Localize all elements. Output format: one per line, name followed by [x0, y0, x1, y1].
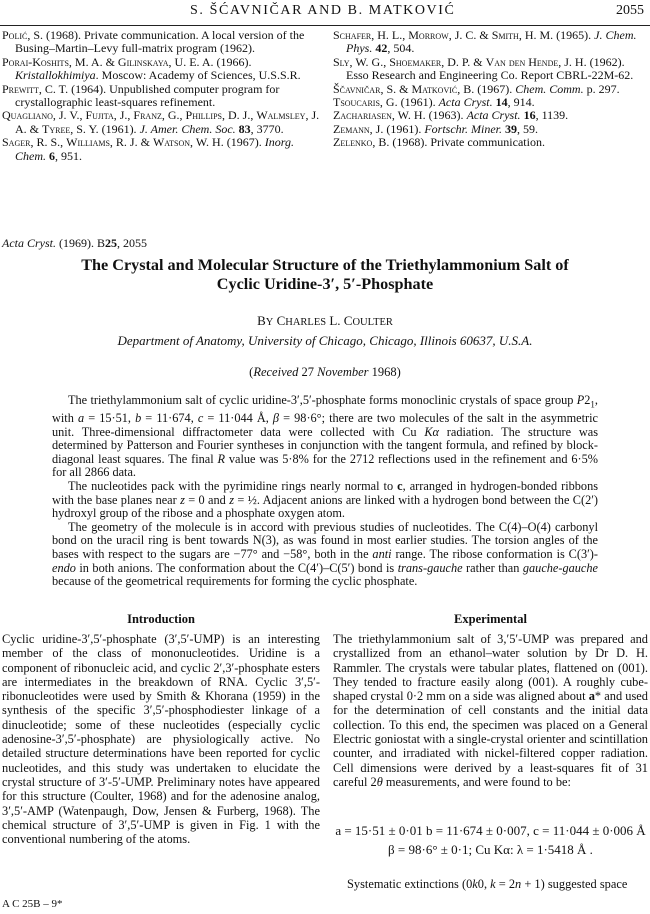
references-left-column	[2, 29, 324, 163]
received-date: (Received 27 November 1968)	[249, 365, 401, 379]
reference-entry: Zemann, J. (1961). Fortschr. Miner. 39, 59.	[333, 121, 539, 136]
experimental-continuation: Systematic extinctions (0k0, k = 2n + 1) suggested space	[347, 877, 628, 891]
running-header-title: S. ŠĆAVNIČAR AND B. MATKOVIĆ	[190, 3, 456, 18]
cell-constants-equation: a = 15·51 ± 0·01 b = 11·674 ± 0·007, c = 11·044 ± 0·006 Å	[335, 823, 646, 838]
reference-entry: Tsoucaris, G. (1961). Acta Cryst. 14, 914.	[333, 95, 535, 110]
introduction-paragraph: Cyclic uridine-3′,5′-phosphate (3′,5′-UMP) is an interesting member of the class of mononucleotides. Uridine is a component of ribonucleic acid, and cyclic 2′,3′-phosphate esters are intermediates in the breakdown of RNA. Cyclic 3′,5′-ribonucleotides were used by Smith & Khorana (1959) in the synthesis of the specific 3′,5′-phosphodiester linkage of a dinucleotide; some of these nucleotides (especially cyclic adenosine-3′,5′-phosphate) are physiologically active. No detailed structure determinations have been reported for cyclic nucleotides, and this study was undertaken to elucidate the crystal structure of 3′-5′-UMP. Preliminary notes have appeared for this structure (Coulter, 1968) and for the adenosine analog, 3′,5′-AMP (Watenpaugh, Dow, Jensen & Furberg, 1968). The chemical structure of 3′,5′-UMP is given in Fig. 1 with the conventional numbering of the atoms.	[2, 632, 320, 847]
abstract-paragraph: The nucleotides pack with the pyrimidine rings nearly normal to c, arranged in hydrogen-bonded ribbons with the base planes near z = 0 and z = ½. Adjacent anions are linked with a hydrogen bond between the C(2′) hydroxyl group of the ribose and a phosphate oxygen atom.	[52, 479, 599, 521]
article-title-line-1: The Crystal and Molecular Structure of the Triethylammonium Salt of	[81, 256, 569, 274]
beta-wavelength-equation: β = 98·6° ± 0·1; Cu Kα: λ = 1·5418 Å .	[388, 842, 593, 857]
reference-entry: Prewitt, C. T. (1964). Unpublished computer program for crystallographic least-squares refinement.	[2, 81, 280, 110]
article-author: BY CHARLES L. COULTER	[257, 313, 393, 328]
experimental-paragraph: The triethylammonium salt of 3,′5′-UMP was prepared and crystallized from an ethanol–water solution by Dr D. H. Rammler. The crystals were tabular plates, flattened on (001). They tended to fracture easily along (001). A roughly cube-shaped crystal 0·2 mm on a side was aligned about a* and used for the determination of cell constants and the initial data collection. To this end, the specimen was placed on a General Electric goniostat with a single-crystal orienter and scintillation counter, and irradiated with nickel-filtered copper radiation. Cell dimensions were derived by a least-squares fit of 31 careful 2θ measurements, and were found to be:	[333, 632, 648, 789]
reference-entry: Schafer, H. L., Morrow, J. C. & Smith, H. M. (1965). J. Chem. Phys. 42, 504.	[333, 28, 637, 56]
reference-entry: Zelenko, B. (1968). Private communication.	[333, 135, 545, 150]
journal-citation-line: Acta Cryst. (1969). B25, 2055	[2, 236, 147, 250]
reference-entry: Zachariasen, W. H. (1963). Acta Cryst. 16, 1139.	[333, 108, 569, 123]
reference-entry: Ščavničar, S. & Matković, B. (1967). Chem. Comm. p. 297.	[333, 81, 620, 96]
running-header	[0, 3, 650, 21]
reference-entry: Sly, W. G., Shoemaker, D. P. & Van den Hende, J. H. (1962). Esso Research and Engineering Co. Report CBRL-22M-62.	[333, 54, 634, 83]
signature-footer: A C 25B – 9*	[2, 898, 63, 910]
abstract-paragraph: The triethylammonium salt of cyclic uridine-3′,5′-phosphate forms monoclinic crystals of space group $P2_1$, with a = 15·51, b = 11·674, c = 11·044 Å, β = 98·6°; there are two molecules of the salt in the asymmetric unit. Three-dimensional diffractometer data were collected with Cu Kα radiation. The structure was determined by Patterson and Fourier syntheses in conjunction with the tangent formula, and refined by block-diagonal least squares. The final R value was 5·8% for the 2712 reflections used in the refinement and 6·5% for all 2866 data.	[52, 393, 599, 480]
reference-entry: Quagliano, J. V., Fujita, J., Franz, G., Phillips, D. J., Walmsley, J. A. & Tyree, S. Y. (1961). J. Amer. Chem. Soc. 83, 3770.	[2, 108, 320, 136]
reference-entry: Sager, R. S., Williams, R. J. & Watson, W. H. (1967). Inorg. Chem. 6, 951.	[2, 135, 294, 163]
page-number: 2055	[616, 3, 644, 18]
author-affiliation: Department of Anatomy, University of Chicago, Chicago, Illinois 60637, U.S.A.	[117, 333, 533, 348]
abstract	[52, 394, 598, 589]
abstract-paragraph: The geometry of the molecule is in accord with previous studies of nucleotides. The C(4)–O(4) carbonyl bond on the uracil ring is bent towards N(3), as was found in most earlier studies. The torsion angles of the bases with respect to the sugars are −77° and −58°, both in the anti range. The ribose conformation is C(3′)-endo in both anions. The conformation about the C(4′)–C(5′) bond is trans-gauche rather than gauche-gauche because of the geometrical requirements for forming the cyclic phosphate.	[52, 519, 598, 589]
introduction-heading: Introduction	[127, 612, 195, 626]
experimental-heading: Experimental	[454, 612, 527, 626]
references-right-column	[333, 29, 648, 150]
header-rule	[0, 25, 650, 26]
article-title-line-2: Cyclic Uridine-3′, 5′-Phosphate	[216, 275, 434, 293]
introduction-body	[2, 632, 320, 846]
reference-entry: Porai-Koshits, M. A. & Gilinskaya, U. E. A. (1966). Kristallokhimiya. Moscow: Academy of Sciences, U.S.S.R.	[2, 54, 301, 83]
experimental-body	[333, 632, 648, 789]
article-title	[0, 256, 650, 294]
reference-entry: Polić, S. (1968). Private communication. A local version of the Busing–Martin–Levy full-matrix program (1962).	[2, 28, 305, 56]
